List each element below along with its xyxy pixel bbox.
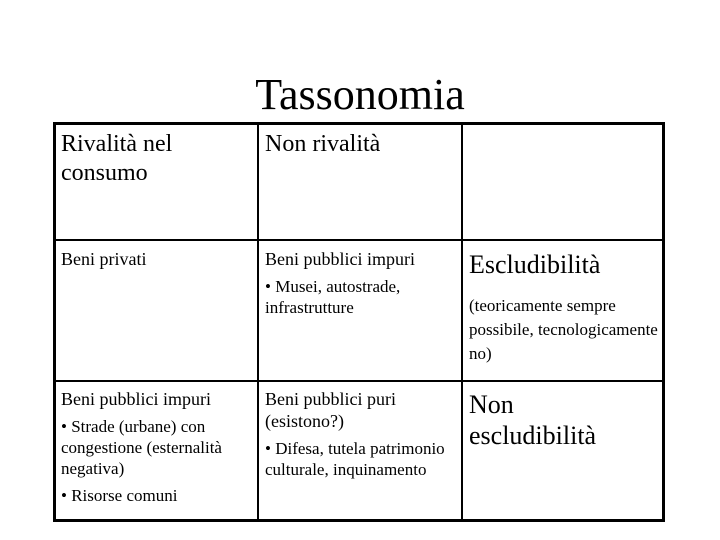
cell-beni-privati bbox=[61, 248, 251, 270]
strade-bullet: • Strade (urbane) con congestione (esternalità negativa) bbox=[61, 417, 222, 478]
column-divider-1 bbox=[257, 123, 259, 521]
cell-beni-pubblici-impuri-1 bbox=[265, 248, 455, 318]
row-divider-2 bbox=[54, 380, 664, 382]
difesa-bullet: • Difesa, tutela patrimonio culturale, inquinamento bbox=[265, 439, 445, 479]
slide-title: Tassonomia bbox=[255, 70, 465, 119]
row-divider-1 bbox=[54, 239, 664, 241]
cell-escludibilita bbox=[469, 249, 661, 366]
risorse-comuni-bullet: • Risorse comuni bbox=[61, 486, 178, 505]
cell-beni-pubblici-impuri-2 bbox=[61, 388, 256, 506]
non-escludibilita-label: Non escludibilità bbox=[469, 390, 597, 450]
escludibilita-note: (teoricamente sempre possibile, tecnologicamente no) bbox=[469, 296, 658, 363]
escludibilita-label: Escludibilità bbox=[469, 250, 601, 279]
beni-pubblici-puri-title: Beni pubblici puri (esistono?) bbox=[265, 389, 396, 431]
header-rivalita bbox=[61, 130, 251, 188]
beni-privati-label: Beni privati bbox=[61, 249, 147, 269]
beni-pubblici-impuri-2-title: Beni pubblici impuri bbox=[61, 389, 211, 409]
cell-beni-pubblici-puri bbox=[265, 388, 455, 480]
beni-pubblici-impuri-title: Beni pubblici impuri bbox=[265, 249, 415, 269]
cell-non-escludibilita bbox=[469, 389, 619, 451]
header-non-rivalita bbox=[265, 130, 455, 159]
header-rivalita-label: Rivalità nel consumo bbox=[61, 131, 173, 186]
musei-bullet: • Musei, autostrade, infrastrutture bbox=[265, 277, 401, 317]
header-non-rivalita-label: Non rivalità bbox=[265, 131, 381, 157]
column-divider-2 bbox=[461, 123, 463, 521]
